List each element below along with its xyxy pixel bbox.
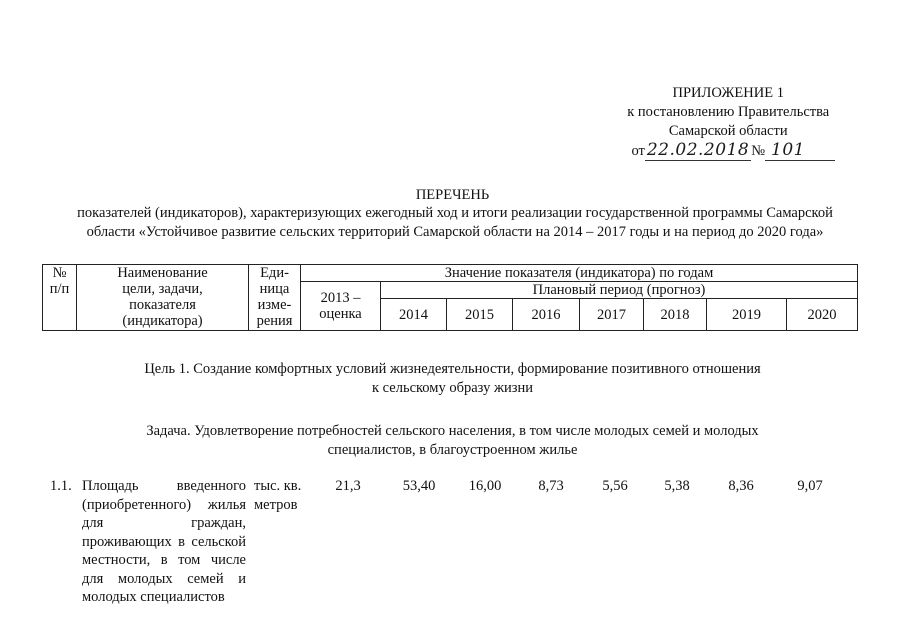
header-number-cell: № п/п: [43, 265, 77, 331]
document-subtitle-line-1: показателей (индикаторов), характеризующих ежегодный ход и итоги реализации государственной программы Самарской: [77, 205, 833, 221]
row-value-2013: 21,3: [335, 478, 361, 494]
table-row: [0, 477, 905, 607]
document-subtitle: [40, 204, 870, 242]
document-title: ПЕРЕЧЕНЬ: [415, 187, 490, 203]
header-year-2014: 2014: [381, 299, 447, 331]
number-label: №: [751, 143, 766, 159]
row-value-2015: 16,00: [468, 478, 502, 494]
header-unit-cell: Еди- ница изме- рения: [249, 265, 301, 331]
header-year-2015: 2015: [447, 299, 513, 331]
appendix-date-line: [621, 141, 835, 161]
appendix-block: [621, 84, 835, 161]
row-unit: тыс. кв. метров: [254, 478, 302, 513]
header-base-2013-cell: 2013 – оценка: [301, 282, 381, 331]
header-values-by-year: Значение показателя (индикатора) по годам: [301, 265, 858, 282]
appendix-line-1: к постановлению Правительства: [627, 104, 830, 120]
appendix-title: ПРИЛОЖЕНИЕ 1: [672, 85, 784, 101]
goal-1-heading: Цель 1. Создание комфортных условий жизнедеятельности, формирование позитивного отношения к сельскому образу жизни: [144, 361, 761, 396]
header-name-cell: Наименование цели, задачи, показателя (индикатора): [77, 265, 249, 331]
handwritten-date: 22.02.2018: [646, 140, 750, 160]
header-year-2020: 2020: [787, 299, 858, 331]
header-plan-period: Плановый период (прогноз): [381, 282, 858, 299]
row-value-2020: 9,07: [797, 478, 823, 494]
row-value-2014: 53,40: [402, 478, 436, 494]
document-subtitle-line-2: области «Устойчивое развитие сельских территорий Самарской области на 2014 – 2017 годы и на период до 2020 года»: [86, 224, 824, 240]
header-year-2019: 2019: [707, 299, 787, 331]
header-year-2018: 2018: [644, 299, 707, 331]
row-value-2019: 8,36: [728, 478, 754, 494]
indicators-table-header: [42, 264, 858, 331]
header-year-2016: 2016: [513, 299, 580, 331]
from-label: от: [631, 143, 645, 159]
row-value-2016: 8,73: [538, 478, 564, 494]
appendix-line-2: Самарской области: [668, 123, 788, 139]
row-indicator-name: Площадь введенного (приобретенного) жилья для граждан, проживающих в сельской местности, в том числе для молодых семей и молодых специалистов: [82, 478, 246, 605]
handwritten-number: 101: [765, 141, 835, 161]
header-year-2017: 2017: [580, 299, 644, 331]
row-value-2017: 5,56: [602, 478, 628, 494]
task-heading: Задача. Удовлетворение потребностей сельского населения, в том числе молодых семей и молодых специалистов, в благоустроенном жилье: [146, 423, 759, 458]
row-value-2018: 5,38: [664, 478, 690, 494]
row-number: 1.1.: [50, 478, 72, 494]
